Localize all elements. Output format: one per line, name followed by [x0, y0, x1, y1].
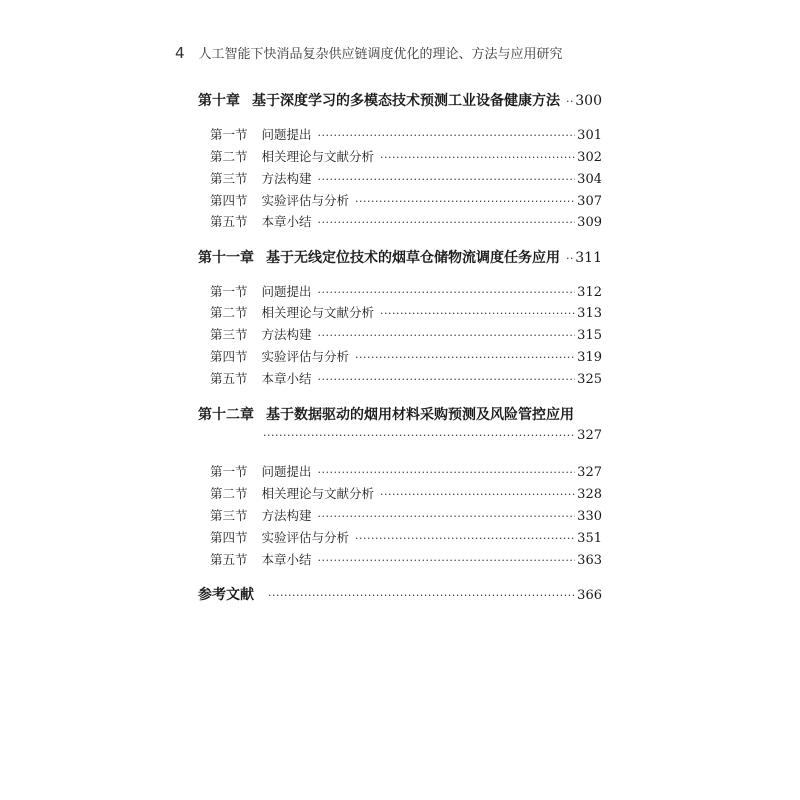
section-title: 实验评估与分析 — [261, 530, 350, 545]
section-title: 问题提出 — [261, 464, 312, 479]
toc-section[interactable] — [198, 169, 602, 187]
toc-chapter-12-leader[interactable] — [263, 428, 602, 443]
section-label: 第二节 — [210, 305, 248, 320]
toc-section[interactable] — [198, 347, 602, 365]
leader-dots — [318, 329, 576, 342]
toc-section[interactable] — [198, 282, 602, 300]
section-page: 351 — [577, 531, 602, 546]
section-label: 第二节 — [210, 149, 248, 164]
section-label: 第五节 — [210, 552, 248, 567]
leader-dots — [380, 151, 575, 164]
chapter-title: 基于无线定位技术的烟草仓储物流调度任务应用 — [266, 250, 560, 266]
leader-dots — [318, 129, 576, 142]
toc-section[interactable] — [198, 125, 602, 143]
section-page: 330 — [577, 509, 602, 524]
chapter-label: 第十一章 — [198, 250, 254, 266]
chapter-label: 第十章 — [198, 93, 240, 109]
toc-section[interactable] — [198, 191, 602, 209]
toc-section[interactable] — [198, 369, 602, 387]
leader-dots — [318, 510, 576, 523]
section-label: 第三节 — [210, 508, 248, 523]
section-label: 第三节 — [210, 171, 248, 186]
leader-dots — [318, 373, 576, 386]
leader-dots — [355, 351, 575, 364]
section-page: 315 — [577, 328, 602, 343]
section-page: 307 — [577, 194, 602, 209]
section-page: 313 — [577, 306, 602, 321]
toc-section[interactable] — [198, 212, 602, 230]
toc-section[interactable] — [198, 325, 602, 343]
section-title: 本章小结 — [261, 552, 312, 567]
section-label: 第四节 — [210, 193, 248, 208]
section-page: 312 — [577, 285, 602, 300]
toc-section[interactable] — [198, 506, 602, 524]
section-page: 328 — [577, 487, 602, 502]
leader-dots — [318, 286, 576, 299]
toc-references[interactable] — [198, 584, 602, 604]
toc-section[interactable] — [198, 303, 602, 321]
references-title: 参考文献 — [198, 587, 254, 603]
references-page: 366 — [577, 588, 602, 603]
chapter-title: 基于深度学习的多模态技术预测工业设备健康方法 — [252, 93, 560, 109]
toc-section[interactable] — [198, 550, 602, 568]
leader-dots — [355, 195, 575, 208]
section-label: 第二节 — [210, 486, 248, 501]
section-title: 方法构建 — [261, 508, 312, 523]
section-title: 相关理论与文献分析 — [261, 486, 375, 501]
section-title: 问题提出 — [261, 284, 312, 299]
toc-section[interactable] — [198, 484, 602, 502]
section-label: 第四节 — [210, 349, 248, 364]
chapter-label: 第十二章 — [198, 407, 254, 423]
section-label: 第一节 — [210, 127, 248, 142]
leader-dots — [355, 532, 575, 545]
section-title: 问题提出 — [261, 127, 312, 142]
section-page: 301 — [577, 128, 602, 143]
chapter-page: 327 — [577, 428, 602, 443]
leader-dots — [318, 173, 576, 186]
page-number: 4 — [175, 44, 185, 62]
book-title: 人工智能下快消品复杂供应链调度优化的理论、方法与应用研究 — [198, 47, 563, 62]
section-title: 实验评估与分析 — [261, 349, 350, 364]
leader-dots — [566, 95, 573, 108]
section-label: 第一节 — [210, 464, 248, 479]
chapter-page: 311 — [575, 250, 602, 266]
section-title: 实验评估与分析 — [261, 193, 350, 208]
section-label: 第一节 — [210, 284, 248, 299]
leader-dots — [566, 252, 573, 265]
leader-dots — [318, 216, 576, 229]
section-page: 363 — [577, 553, 602, 568]
section-label: 第四节 — [210, 530, 248, 545]
section-title: 相关理论与文献分析 — [261, 149, 375, 164]
section-title: 方法构建 — [261, 327, 312, 342]
toc-chapter-12[interactable] — [198, 404, 602, 424]
leader-dots — [268, 589, 575, 602]
toc-section[interactable] — [198, 462, 602, 480]
leader-dots — [318, 554, 576, 567]
toc-section[interactable] — [198, 528, 602, 546]
section-label: 第五节 — [210, 214, 248, 229]
section-title: 方法构建 — [261, 171, 312, 186]
toc-section[interactable] — [198, 147, 602, 165]
toc-chapter-10[interactable] — [198, 90, 602, 110]
section-page: 309 — [577, 215, 602, 230]
leader-dots — [380, 488, 575, 501]
section-label: 第五节 — [210, 371, 248, 386]
section-title: 本章小结 — [261, 371, 312, 386]
leader-dots — [318, 466, 576, 479]
section-page: 304 — [577, 172, 602, 187]
leader-dots — [380, 307, 575, 320]
section-page: 319 — [577, 350, 602, 365]
section-page: 327 — [577, 465, 602, 480]
chapter-title: 基于数据驱动的烟用材料采购预测及风险管控应用 — [266, 407, 574, 423]
section-page: 302 — [577, 150, 602, 165]
leader-dots — [263, 429, 575, 442]
section-label: 第三节 — [210, 327, 248, 342]
running-header — [175, 43, 563, 62]
section-title: 本章小结 — [261, 214, 312, 229]
chapter-page: 300 — [575, 93, 602, 109]
toc-chapter-11[interactable] — [198, 247, 602, 267]
section-title: 相关理论与文献分析 — [261, 305, 375, 320]
section-page: 325 — [577, 372, 602, 387]
